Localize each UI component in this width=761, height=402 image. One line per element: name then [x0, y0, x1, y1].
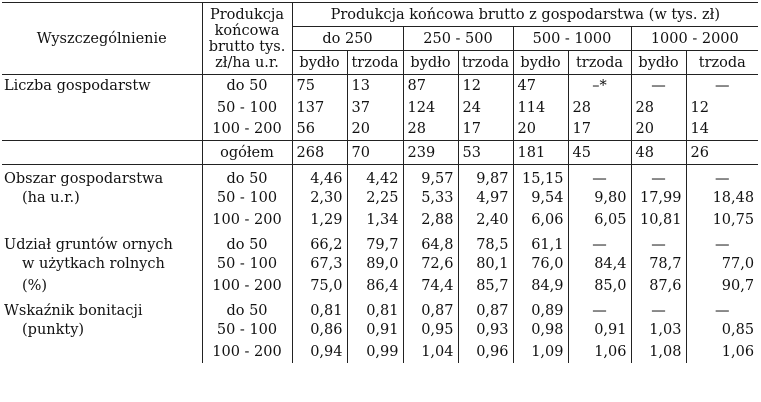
- table-cell: 53: [458, 141, 513, 165]
- table-cell: 0,98: [513, 319, 568, 341]
- table-cell: —: [686, 297, 758, 319]
- table-cell: 124: [403, 97, 458, 119]
- table-cell: 75: [292, 75, 347, 97]
- header-sub: trzoda: [347, 51, 403, 75]
- table-cell: 67,3: [292, 253, 347, 275]
- table-row: [2, 231, 758, 253]
- table-cell: 28: [568, 97, 631, 119]
- table-cell: 28: [403, 119, 458, 141]
- row-label: [2, 97, 202, 119]
- header-sub: bydło: [403, 51, 458, 75]
- table-cell: 74,4: [403, 275, 458, 297]
- table-cell: 6,05: [568, 209, 631, 231]
- table-row: [2, 165, 758, 188]
- table-cell: 15,15: [513, 165, 568, 188]
- table-cell: 0,91: [347, 319, 403, 341]
- table-cell: 0,87: [458, 297, 513, 319]
- header-sub: bydło: [292, 51, 347, 75]
- table-cell: 9,80: [568, 187, 631, 209]
- row-label: (punkty): [22, 322, 85, 338]
- table-cell: 84,9: [513, 275, 568, 297]
- header-text-line: końcowa: [214, 22, 280, 39]
- table-cell: 0,87: [403, 297, 458, 319]
- header-group: do 250: [292, 27, 403, 51]
- header-span-title: Produkcja końcowa brutto z gospodarstwa (w tys. zł): [292, 3, 758, 27]
- table-cell: 14: [686, 119, 758, 141]
- table-cell: 26: [686, 141, 758, 165]
- table-cell: —: [686, 231, 758, 253]
- row-label: [2, 119, 202, 141]
- table-cell: —: [568, 231, 631, 253]
- row-range: do 50: [202, 75, 292, 97]
- table-cell: 79,7: [347, 231, 403, 253]
- table-cell: 77,0: [686, 253, 758, 275]
- table-cell: 1,09: [513, 341, 568, 363]
- table-cell: 4,97: [458, 187, 513, 209]
- table-cell: 1,08: [631, 341, 686, 363]
- table-cell: 84,4: [568, 253, 631, 275]
- row-range: 100 - 200: [202, 209, 292, 231]
- table-cell: —: [568, 165, 631, 188]
- row-range: 50 - 100: [202, 187, 292, 209]
- row-range: ogółem: [202, 141, 292, 165]
- table-body: [2, 75, 758, 364]
- table-cell: 47: [513, 75, 568, 97]
- table-cell: —: [686, 75, 758, 97]
- table-cell: 0,86: [292, 319, 347, 341]
- table-cell: 268: [292, 141, 347, 165]
- table-cell: 20: [347, 119, 403, 141]
- header-text-line: Produkcja: [209, 6, 285, 23]
- table-row: [2, 187, 758, 209]
- table-cell: 2,40: [458, 209, 513, 231]
- row-range: 100 - 200: [202, 341, 292, 363]
- data-table: [2, 2, 758, 363]
- table-cell: 13: [347, 75, 403, 97]
- table-cell: –*: [568, 75, 631, 97]
- table-cell: 45: [568, 141, 631, 165]
- table-row: [2, 319, 758, 341]
- table-cell: —: [631, 165, 686, 188]
- header-sub: bydło: [631, 51, 686, 75]
- row-label: [2, 141, 202, 165]
- row-label: [2, 209, 202, 231]
- row-label: Obszar gospodarstwa: [4, 171, 164, 187]
- table-cell: 137: [292, 97, 347, 119]
- table-row: [2, 97, 758, 119]
- table-cell: 6,06: [513, 209, 568, 231]
- table-cell: 78,7: [631, 253, 686, 275]
- table-cell: 9,87: [458, 165, 513, 188]
- table-row: [2, 253, 758, 275]
- row-label: (ha u.r.): [22, 190, 80, 206]
- table-row: [2, 209, 758, 231]
- table-cell: 1,34: [347, 209, 403, 231]
- row-range: 100 - 200: [202, 119, 292, 141]
- table-cell: —: [686, 165, 758, 188]
- table-cell: 1,06: [568, 341, 631, 363]
- table-row: [2, 75, 758, 97]
- table-cell: 0,81: [347, 297, 403, 319]
- table-cell: 56: [292, 119, 347, 141]
- table-cell: 4,42: [347, 165, 403, 188]
- table-cell: 239: [403, 141, 458, 165]
- table-cell: 2,25: [347, 187, 403, 209]
- table-cell: 76,0: [513, 253, 568, 275]
- table-row: [2, 341, 758, 363]
- table-cell: 9,57: [403, 165, 458, 188]
- row-label: (%): [22, 278, 48, 294]
- table-cell: 20: [631, 119, 686, 141]
- table-cell: 2,88: [403, 209, 458, 231]
- row-range: do 50: [202, 231, 292, 253]
- table-cell: 86,4: [347, 275, 403, 297]
- header-text-line: brutto tys.: [208, 38, 286, 55]
- table-cell: —: [631, 75, 686, 97]
- header-sub: trzoda: [686, 51, 758, 75]
- table-cell: 61,1: [513, 231, 568, 253]
- row-label: Udział gruntów ornych: [4, 237, 173, 253]
- table-cell: 87: [403, 75, 458, 97]
- table-cell: 72,6: [403, 253, 458, 275]
- table-cell: 10,81: [631, 209, 686, 231]
- table-cell: 114: [513, 97, 568, 119]
- table-cell: 78,5: [458, 231, 513, 253]
- table-cell: 85,7: [458, 275, 513, 297]
- table-cell: 4,46: [292, 165, 347, 188]
- header-sub: trzoda: [458, 51, 513, 75]
- table-cell: 0,95: [403, 319, 458, 341]
- table-cell: —: [568, 297, 631, 319]
- table-cell: 0,99: [347, 341, 403, 363]
- table-row: [2, 119, 758, 141]
- row-label: Liczba gospodarstw: [4, 77, 151, 94]
- table-cell: 0,93: [458, 319, 513, 341]
- header-group: 1000 - 2000: [631, 27, 758, 51]
- table-cell: 17: [458, 119, 513, 141]
- table-cell: 1,04: [403, 341, 458, 363]
- row-range: 50 - 100: [202, 97, 292, 119]
- table-row: [2, 275, 758, 297]
- header-group: 500 - 1000: [513, 27, 631, 51]
- table-cell: 9,54: [513, 187, 568, 209]
- header-text-line: zł/ha u.r.: [215, 54, 279, 71]
- row-range: 100 - 200: [202, 275, 292, 297]
- table-cell: 181: [513, 141, 568, 165]
- row-range: do 50: [202, 165, 292, 188]
- table-cell: 87,6: [631, 275, 686, 297]
- table-cell: 48: [631, 141, 686, 165]
- table-cell: 0,96: [458, 341, 513, 363]
- header-label-column: Wyszczególnienie: [2, 3, 202, 75]
- table-cell: 90,7: [686, 275, 758, 297]
- table-cell: 64,8: [403, 231, 458, 253]
- table-cell: 0,89: [513, 297, 568, 319]
- table-cell: 1,06: [686, 341, 758, 363]
- table-cell: 37: [347, 97, 403, 119]
- row-range: do 50: [202, 297, 292, 319]
- table-cell: 12: [458, 75, 513, 97]
- row-label: [2, 341, 202, 363]
- table-cell: 10,75: [686, 209, 758, 231]
- table-cell: 75,0: [292, 275, 347, 297]
- table-cell: 18,48: [686, 187, 758, 209]
- row-range: 50 - 100: [202, 253, 292, 275]
- table-cell: 12: [686, 97, 758, 119]
- table-cell: 28: [631, 97, 686, 119]
- table-cell: 0,94: [292, 341, 347, 363]
- table-cell: 17,99: [631, 187, 686, 209]
- table-cell: 17: [568, 119, 631, 141]
- table-cell: 80,1: [458, 253, 513, 275]
- row-range: 50 - 100: [202, 319, 292, 341]
- table-cell: 89,0: [347, 253, 403, 275]
- table-cell: 1,03: [631, 319, 686, 341]
- row-label: Wskaźnik bonitacji: [4, 303, 143, 319]
- table-cell: 70: [347, 141, 403, 165]
- table-cell: 5,33: [403, 187, 458, 209]
- row-label: w użytkach rolnych: [22, 256, 165, 272]
- header-sub: bydło: [513, 51, 568, 75]
- table-cell: 85,0: [568, 275, 631, 297]
- header-production-per-ha: [202, 3, 292, 75]
- table-cell: 66,2: [292, 231, 347, 253]
- header-group: 250 - 500: [403, 27, 513, 51]
- table-cell: 0,81: [292, 297, 347, 319]
- table-cell: 0,85: [686, 319, 758, 341]
- table-cell: 1,29: [292, 209, 347, 231]
- table-cell: 2,30: [292, 187, 347, 209]
- table-cell: 24: [458, 97, 513, 119]
- table-row: [2, 297, 758, 319]
- table-cell: 0,91: [568, 319, 631, 341]
- table-row-total: [2, 141, 758, 165]
- table-cell: —: [631, 297, 686, 319]
- header-sub: trzoda: [568, 51, 631, 75]
- table-cell: —: [631, 231, 686, 253]
- table-cell: 20: [513, 119, 568, 141]
